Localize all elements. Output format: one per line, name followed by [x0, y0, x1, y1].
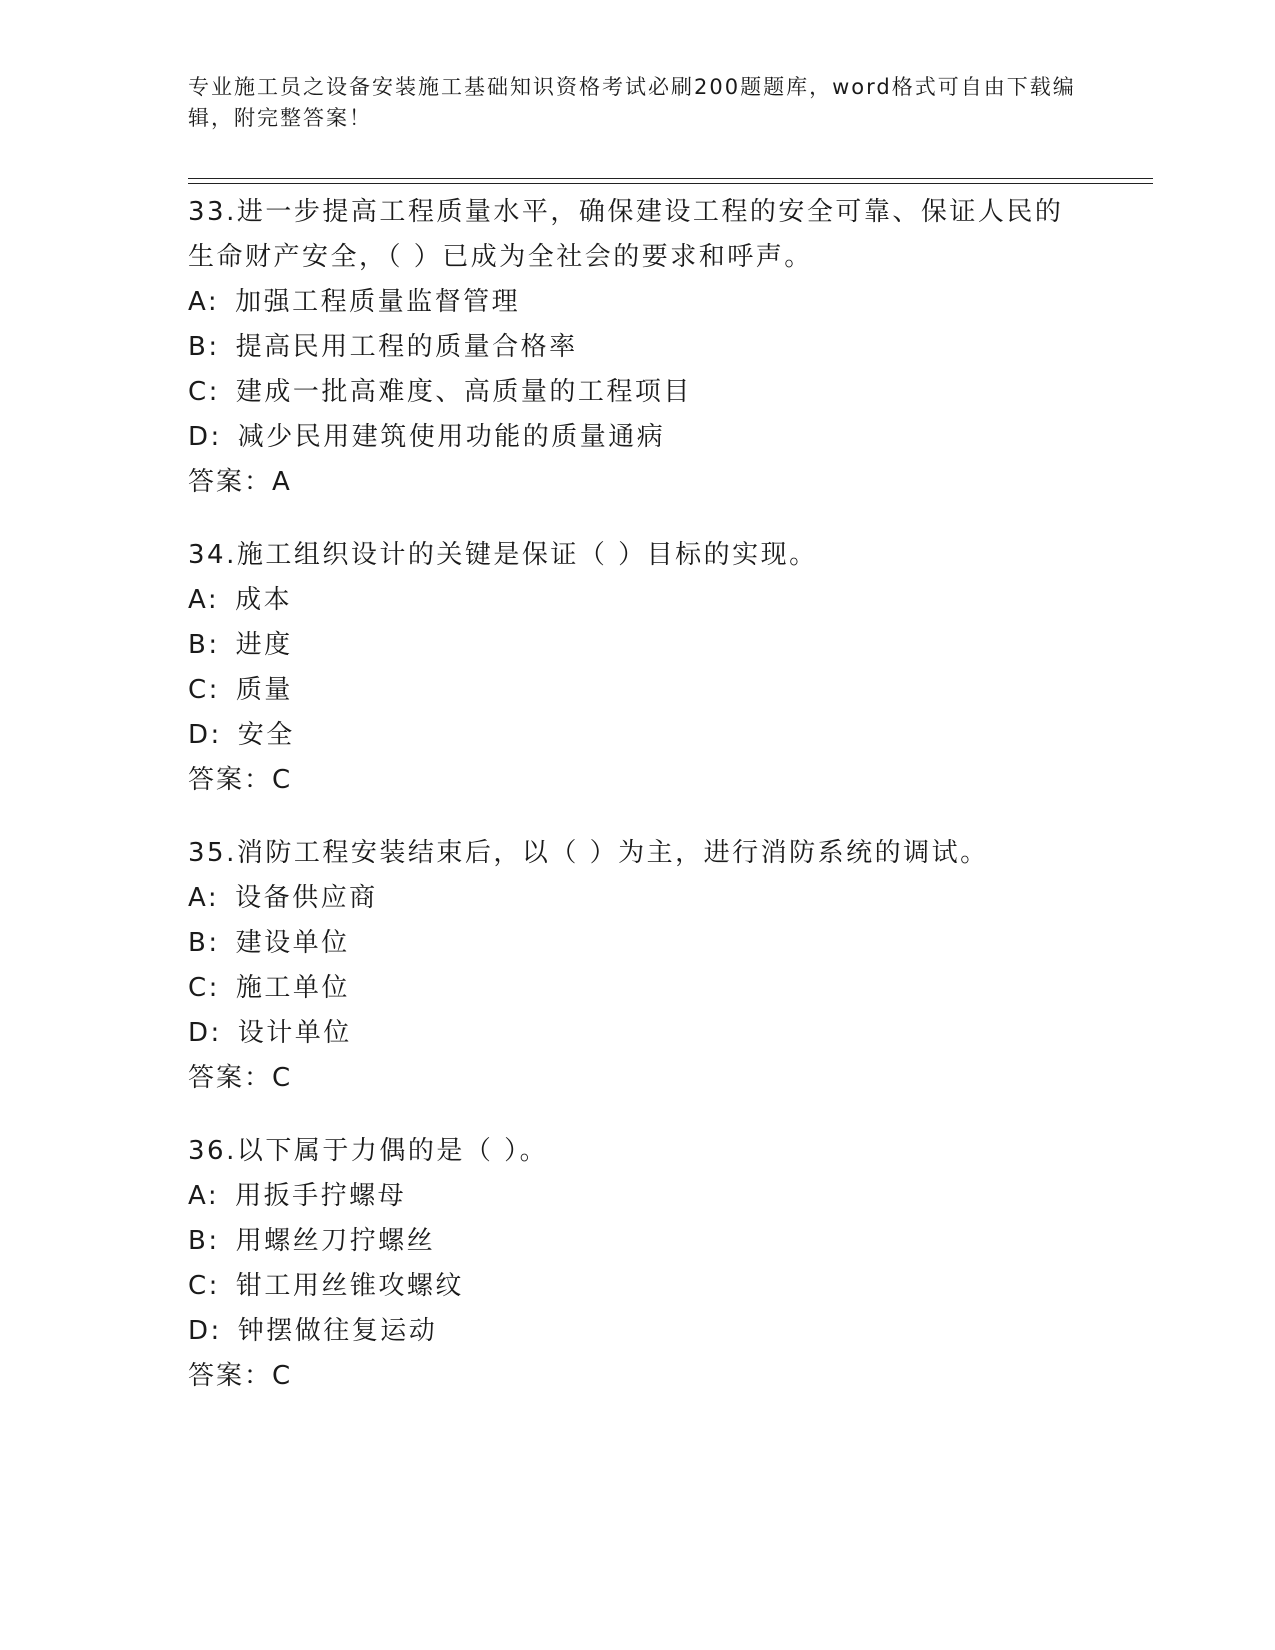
- option-c: [188, 668, 1088, 713]
- option-text: 安全: [237, 720, 295, 750]
- option-key: D:: [188, 720, 222, 750]
- answer-label: 答案：: [188, 1361, 273, 1391]
- question-number: 34.: [188, 540, 237, 570]
- question-text: [188, 190, 1088, 280]
- option-text: 施工单位: [235, 973, 350, 1003]
- question-text: [188, 1129, 1088, 1174]
- option-d: [188, 1309, 1088, 1354]
- option-text: 减少民用建筑使用功能的质量通病: [237, 422, 666, 452]
- option-key: A:: [188, 883, 220, 913]
- answer-line: [188, 1354, 1088, 1399]
- question-number: 36.: [188, 1136, 237, 1166]
- question-stem: 以下属于力偶的是（ ）。: [236, 1136, 549, 1166]
- answer-value: C: [272, 1361, 292, 1391]
- option-d: [188, 415, 1088, 460]
- question-35: [188, 831, 1088, 1101]
- option-text: 用扳手拧螺母: [235, 1181, 407, 1211]
- option-a: [188, 876, 1088, 921]
- option-d: [188, 1011, 1088, 1056]
- option-d: [188, 713, 1088, 758]
- option-text: 进度: [235, 630, 293, 660]
- question-stem: 消防工程安装结束后，以（ ）为主，进行消防系统的调试。: [236, 838, 989, 868]
- answer-label: 答案：: [188, 467, 273, 497]
- option-text: 建设单位: [235, 928, 350, 958]
- option-text: 设备供应商: [235, 883, 378, 913]
- option-text: 用螺丝刀拧螺丝: [235, 1226, 436, 1256]
- question-stem: 施工组织设计的关键是保证（ ）目标的实现。: [236, 540, 818, 570]
- option-a: [188, 1174, 1088, 1219]
- document-header: 专业施工员之设备安装施工基础知识资格考试必刷200题题库，word格式可自由下载编辑，附完整答案！: [188, 75, 1076, 130]
- question-list: [188, 190, 1088, 1427]
- option-key: C:: [188, 377, 220, 407]
- question-36: [188, 1129, 1088, 1399]
- option-b: [188, 325, 1088, 370]
- option-c: [188, 370, 1088, 415]
- option-a: [188, 578, 1088, 623]
- answer-line: [188, 460, 1088, 505]
- option-key: D:: [188, 1018, 222, 1048]
- option-a: [188, 280, 1088, 325]
- option-key: D:: [188, 1316, 222, 1346]
- option-key: B:: [188, 630, 220, 660]
- question-stem: 进一步提高工程质量水平，确保建设工程的安全可靠、保证人民的生命财产安全，（ ）已成为全社会的要求和呼声。: [188, 197, 1064, 272]
- header-rule-bottom: [188, 183, 1153, 184]
- option-key: A:: [188, 585, 220, 615]
- answer-line: [188, 1056, 1088, 1101]
- option-c: [188, 966, 1088, 1011]
- option-key: B:: [188, 332, 220, 362]
- option-text: 钳工用丝锥攻螺纹: [235, 1271, 464, 1301]
- answer-value: C: [272, 1063, 292, 1093]
- option-text: 提高民用工程的质量合格率: [235, 332, 578, 362]
- question-text: [188, 533, 1088, 578]
- option-key: B:: [188, 928, 220, 958]
- option-b: [188, 623, 1088, 668]
- answer-line: [188, 758, 1088, 803]
- option-key: C:: [188, 675, 220, 705]
- option-text: 成本: [235, 585, 293, 615]
- question-33: [188, 190, 1088, 505]
- option-text: 设计单位: [237, 1018, 352, 1048]
- question-34: [188, 533, 1088, 803]
- option-text: 钟摆做往复运动: [237, 1316, 438, 1346]
- option-key: D:: [188, 422, 222, 452]
- option-c: [188, 1264, 1088, 1309]
- option-key: B:: [188, 1226, 220, 1256]
- answer-label: 答案：: [188, 765, 273, 795]
- option-text: 建成一批高难度、高质量的工程项目: [235, 377, 692, 407]
- question-number: 33.: [188, 197, 237, 227]
- answer-value: C: [272, 765, 292, 795]
- option-key: C:: [188, 973, 220, 1003]
- option-b: [188, 1219, 1088, 1264]
- option-b: [188, 921, 1088, 966]
- answer-label: 答案：: [188, 1063, 273, 1093]
- option-key: A:: [188, 287, 220, 317]
- question-text: [188, 831, 1088, 876]
- option-key: C:: [188, 1271, 220, 1301]
- question-number: 35.: [188, 838, 237, 868]
- option-text: 加强工程质量监督管理: [235, 287, 521, 317]
- answer-value: A: [272, 467, 291, 497]
- header-rule-top: [188, 178, 1153, 179]
- option-text: 质量: [235, 675, 293, 705]
- option-key: A:: [188, 1181, 220, 1211]
